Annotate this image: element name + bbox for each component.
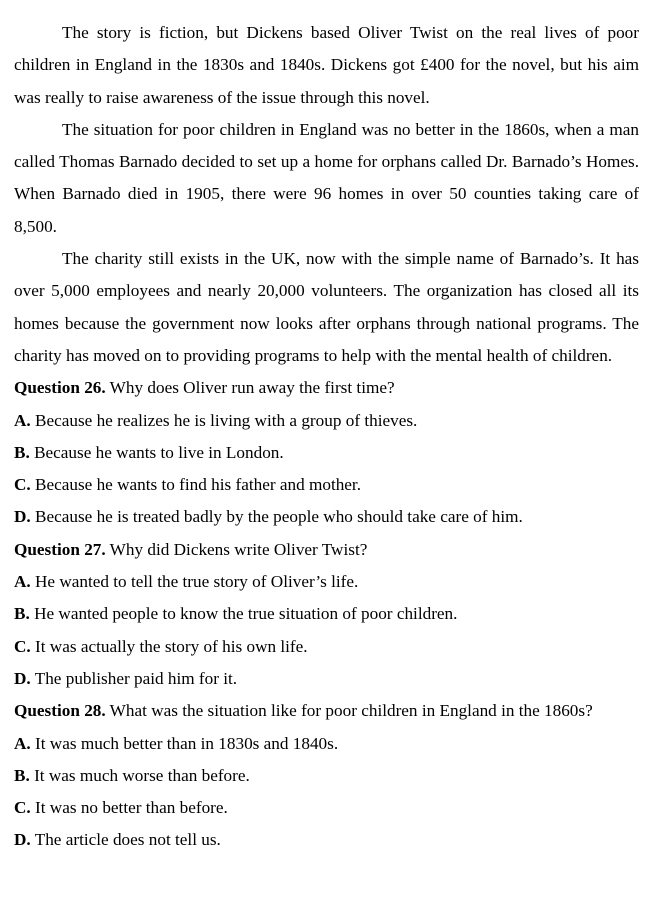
question-28-text: What was the situation like for poor children in England in the 1860s? bbox=[105, 701, 593, 721]
option-letter: B. bbox=[14, 442, 30, 462]
question-28-option-c bbox=[14, 792, 639, 824]
passage-paragraph-2: The situation for poor children in England was no better in the 1860s, when a man called Thomas Barnado decided to set up a home for orphans called Dr. Barnado’s Homes. When Barnado died in 1905, there were 96 homes in over 50 counties taking care of 8,500. bbox=[14, 119, 639, 236]
option-text: It was much better than in 1830s and 1840s. bbox=[30, 733, 339, 753]
option-text: It was no better than before. bbox=[30, 798, 228, 818]
question-27-label: Question 27. bbox=[14, 539, 106, 559]
question-27-option-c bbox=[14, 631, 639, 663]
option-text: The publisher paid him for it. bbox=[30, 668, 238, 688]
option-letter: B. bbox=[14, 765, 30, 785]
question-26 bbox=[14, 372, 639, 533]
passage-paragraph-3: The charity still exists in the UK, now with the simple name of Barnado’s. It has over 5,000 employees and nearly 20,000 volunteers. The organization has closed all its homes because the government now looks after orphans through national programs. The charity has moved on to providing programs to help with the mental health of children. bbox=[14, 249, 639, 365]
question-28-option-a bbox=[14, 728, 639, 760]
question-26-option-c bbox=[14, 469, 639, 501]
question-26-option-b bbox=[14, 437, 639, 469]
option-letter: D. bbox=[14, 507, 31, 527]
question-27-stem bbox=[14, 534, 639, 566]
question-27 bbox=[14, 534, 639, 695]
question-28-stem bbox=[14, 695, 639, 727]
option-letter: A. bbox=[14, 733, 31, 753]
question-26-stem bbox=[14, 372, 639, 404]
question-26-label: Question 26. bbox=[14, 378, 106, 398]
question-26-text: Why does Oliver run away the first time? bbox=[105, 378, 395, 398]
question-27-option-a bbox=[14, 566, 639, 598]
option-letter: A. bbox=[14, 572, 31, 592]
option-text: He wanted to tell the true story of Oliver’s life. bbox=[30, 572, 359, 592]
option-letter: D. bbox=[14, 668, 31, 688]
question-27-text: Why did Dickens write Oliver Twist? bbox=[105, 539, 368, 559]
question-27-option-d bbox=[14, 663, 639, 695]
option-letter: B. bbox=[14, 604, 30, 624]
option-letter: C. bbox=[14, 636, 31, 656]
option-text: It was much worse than before. bbox=[29, 765, 250, 785]
option-letter: A. bbox=[14, 410, 31, 430]
question-28-option-d bbox=[14, 824, 639, 856]
option-letter: C. bbox=[14, 475, 31, 495]
question-28 bbox=[14, 695, 639, 856]
option-text: The article does not tell us. bbox=[30, 830, 221, 850]
option-text: Because he wants to find his father and mother. bbox=[30, 475, 362, 495]
option-letter: C. bbox=[14, 798, 31, 818]
question-26-option-a bbox=[14, 405, 639, 437]
option-text: Because he wants to live in London. bbox=[29, 442, 284, 462]
option-text: Because he realizes he is living with a group of thieves. bbox=[30, 410, 418, 430]
question-28-label: Question 28. bbox=[14, 701, 106, 721]
option-text: He wanted people to know the true situation of poor children. bbox=[29, 604, 458, 624]
option-text: Because he is treated badly by the people who should take care of him. bbox=[30, 507, 523, 527]
option-letter: D. bbox=[14, 830, 31, 850]
question-26-option-d bbox=[14, 501, 639, 533]
question-28-option-b bbox=[14, 760, 639, 792]
passage-paragraph-1: The story is fiction, but Dickens based Oliver Twist on the real lives of poor children in England in the 1830s and 1840s. Dickens got £400 for the novel, but his aim was really to raise awareness of the issue through this novel. bbox=[14, 23, 639, 107]
question-27-option-b bbox=[14, 598, 639, 630]
option-text: It was actually the story of his own life. bbox=[30, 636, 308, 656]
